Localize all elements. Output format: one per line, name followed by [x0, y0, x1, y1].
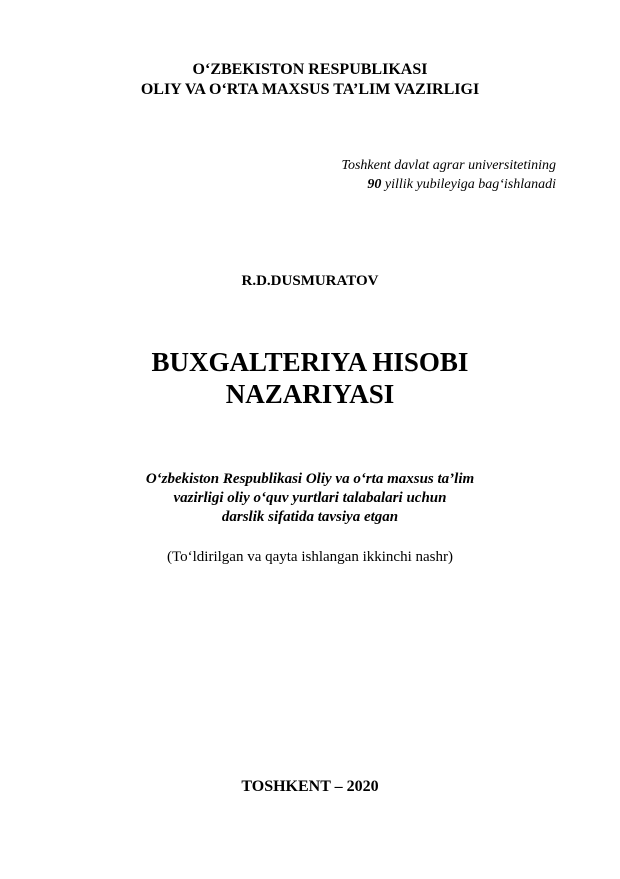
ministry-line-1: O‘ZBEKISTON RESPUBLIKASI	[192, 61, 428, 78]
book-title-line-2: NAZARIYASI	[225, 379, 395, 409]
author-name: R.D.DUSMURATOV	[241, 273, 379, 289]
dedication-line-2	[341, 175, 556, 194]
book-title-line-1: BUXGALTERIYA HISOBI	[151, 347, 469, 377]
ministry-header	[0, 60, 620, 100]
recommendation-line-2: vazirligi oliy o‘quv yurtlari talabalari uchun	[173, 490, 447, 506]
ministry-line-2: OLIY VA O‘RTA MAXSUS TA’LIM VAZIRLIGI	[140, 81, 480, 98]
dedication	[341, 156, 556, 194]
recommendation-line-3: darslik sifatida tavsiya etgan	[221, 509, 399, 525]
dedication-line-2-text: yillik yubileyiga bag‘ishlanadi	[381, 177, 556, 192]
anniversary-number: 90	[367, 177, 382, 192]
dedication-line-1: Toshkent davlat agrar universitetining	[341, 158, 556, 173]
edition-note: (To‘ldirilgan va qayta ishlangan ikkinchi nashr)	[167, 549, 453, 565]
recommendation	[0, 470, 620, 527]
book-title	[0, 346, 620, 410]
recommendation-line-1: O‘zbekiston Respublikasi Oliy va o‘rta maxsus ta’lim	[145, 471, 475, 487]
place-and-year: TOSHKENT – 2020	[241, 778, 379, 795]
